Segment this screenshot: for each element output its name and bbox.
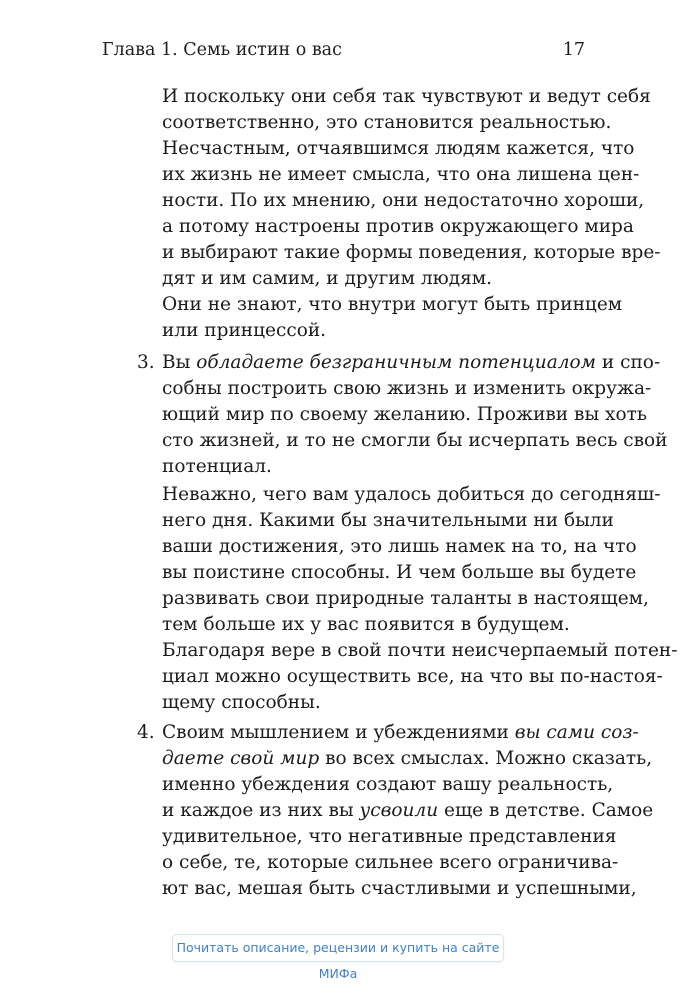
text-line: а потому настроены против окружающего мира <box>162 216 634 237</box>
text-line: именно убеждения создают вашу реальность, <box>162 774 614 795</box>
text-line: ют вас, мешая быть счастливыми и успешными, <box>162 878 637 899</box>
text-line: вы поистине способны. И чем больше вы будете <box>162 562 637 583</box>
text-line: Несчастным, отчаявшимся людям кажется, что <box>162 138 635 159</box>
text-line: соответственно, это становится реальностью. <box>162 112 612 133</box>
text-line: сто жизней, и то не смогли бы исчерпать весь свой <box>162 430 668 451</box>
text-line: даете свой мир во всех смыслах. Можно сказать, <box>162 748 653 769</box>
text-line: их жизнь не имеет смысла, что она лишена цен- <box>162 164 640 185</box>
text-line: Вы обладаете безграничным потенциалом и спо- <box>162 352 661 373</box>
buy-on-mif-link[interactable]: Почитать описание, рецензии и купить на сайте МИФа <box>172 934 504 962</box>
text-line: Неважно, чего вам удалось добиться до сегодняш- <box>162 484 661 505</box>
text-line: и выбирают такие формы поведения, которые вре- <box>162 242 661 263</box>
text-line: развивать свои природные таланты в настоящем, <box>162 588 649 609</box>
text-line: ющий мир по своему желанию. Проживи вы хоть <box>162 404 647 425</box>
text-line: тем больше их у вас появится в будущем. <box>162 614 570 635</box>
text-line: Они не знают, что внутри могут быть принцем <box>162 294 623 315</box>
text-line: и каждое из них вы усвоили еще в детстве. Самое <box>162 800 654 821</box>
text-line: дят и им самим, и другим людям. <box>162 268 493 289</box>
text-line: Своим мышлением и убеждениями вы сами соз- <box>162 722 639 743</box>
text-line: щему способны. <box>162 692 321 713</box>
text-line: него дня. Какими бы значительными ни были <box>162 510 614 531</box>
list-number: 3. <box>137 352 155 373</box>
text-line: ности. По их мнению, они недостаточно хороши, <box>162 190 645 211</box>
text-line: удивительное, что негативные представления <box>162 826 617 847</box>
running-header <box>102 40 585 66</box>
chapter-title: Глава 1. Семь истин о вас <box>102 40 342 60</box>
text-line: потенциал. <box>162 456 272 477</box>
text-line: И поскольку они себя так чувствуют и ведут себя <box>162 86 651 107</box>
text-line: о себе, те, которые сильнее всего ограничива- <box>162 852 619 873</box>
list-number: 4. <box>137 722 155 743</box>
text-line: ваши достижения, это лишь намек на то, на что <box>162 536 637 557</box>
text-line: циал можно осуществить все, на что вы по-настоя- <box>162 666 663 687</box>
text-line: или принцессой. <box>162 320 327 341</box>
text-line: Благодаря вере в свой почти неисчерпаемый потен- <box>162 640 678 661</box>
page-number: 17 <box>562 40 585 60</box>
text-line: собны построить свою жизнь и изменить окружа- <box>162 378 652 399</box>
